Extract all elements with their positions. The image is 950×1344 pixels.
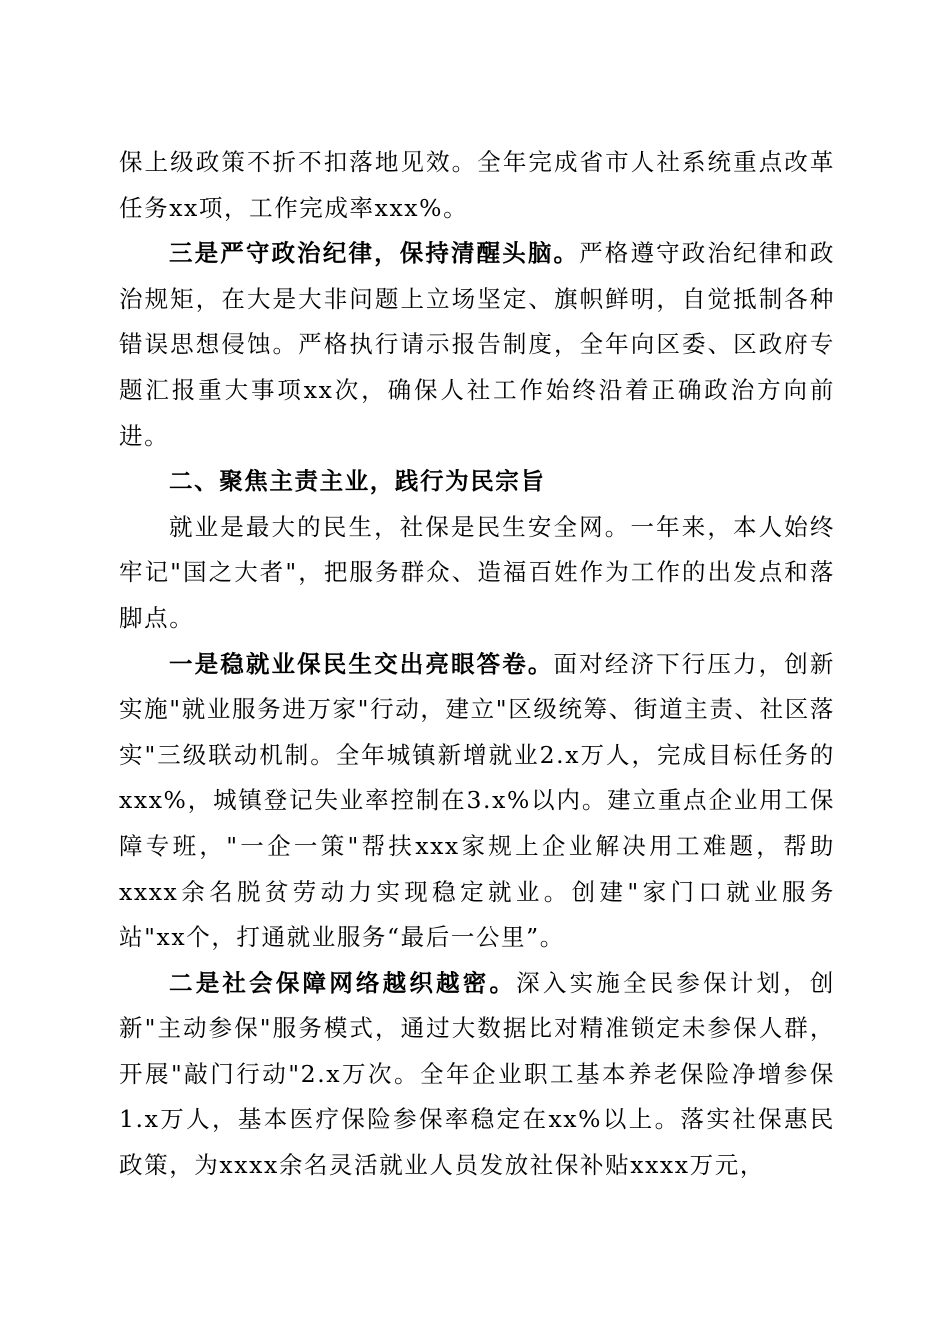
paragraph-intro: 就业是最大的民生，社保是民生安全网。一年来，本人始终牢记"国之大者"，把服务群众、造福百姓作为工作的出发点和落脚点。 (119, 512, 835, 632)
paragraph-body: 深入实施全民参保计划，创新"主动参保"服务模式，通过大数据比对精准锁定未参保人群，开展"敲门行动"2.x万次。全年企业职工基本养老保险净增参保1.x万人，基本医疗保险参保率稳定在xx%以上。落实社保惠民政策，为xxxx余名灵活就业人员发放社保补贴xxxx万元， (119, 968, 835, 1180)
paragraph-employment (119, 642, 835, 961)
paragraph-lead: 二是社会保障网络越织越密。 (169, 968, 517, 997)
document-body (119, 140, 835, 1189)
paragraph-lead: 三是严守政治纪律，保持清醒头脑。 (169, 239, 580, 268)
paragraph-body: 面对经济下行压力，创新实施"就业服务进万家"行动，建立"区级统筹、街道主责、社区落实"三级联动机制。全年城镇新增就业2.x万人，完成目标任务的xxx%，城镇登记失业率控制在3.x%以内。建立重点企业用工保障专班，"一企一策"帮扶xxx家规上企业解决用工难题，帮助xxxx余名脱贫劳动力实现稳定就业。创建"家门口就业服务站"xx个，打通就业服务“最后一公里”。 (119, 649, 836, 952)
paragraph-body: 严格遵守政治纪律和政治规矩，在大是大非问题上立场坚定、旗帜鲜明，自觉抵制各种错误思想侵蚀。严格执行请示报告制度，全年向区委、区政府专题汇报重大事项xx次，确保人社工作始终沿着正确政治方向前进。 (119, 239, 835, 450)
paragraph-discipline (119, 231, 835, 459)
section-heading: 二、聚焦主责主业，践行为民宗旨 (169, 467, 546, 496)
paragraph-continuation: 保上级政策不折不扣落地见效。全年完成省市人社系统重点改革任务xx项，工作完成率xxx%。 (119, 148, 835, 222)
paragraph-lead: 一是稳就业保民生交出亮眼答卷。 (169, 649, 554, 678)
paragraph-social-security (119, 961, 835, 1189)
